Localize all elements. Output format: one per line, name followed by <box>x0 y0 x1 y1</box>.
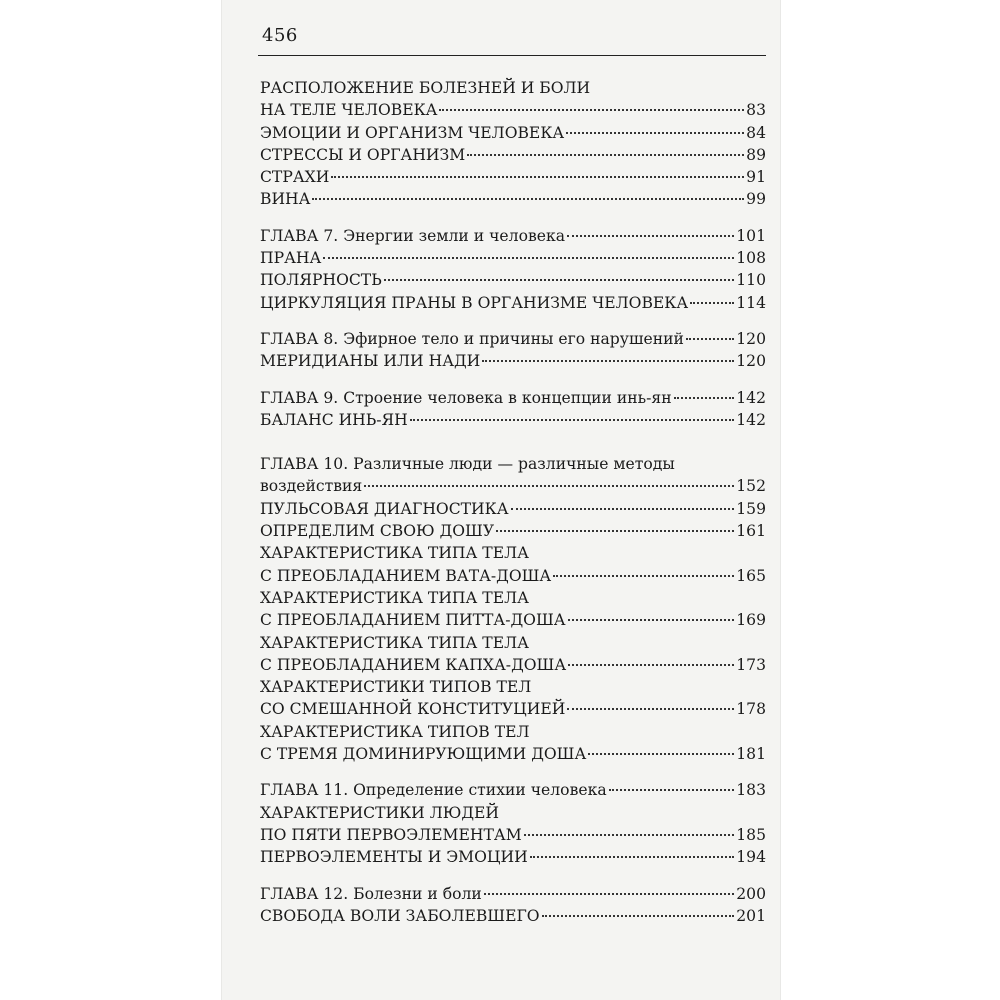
toc-entry <box>260 498 766 520</box>
toc-entry <box>260 409 766 431</box>
toc-entry-page: 120 <box>736 352 766 371</box>
toc-entry <box>260 846 766 868</box>
toc-title-line: ХАРАКТЕРИСТИКА ТИПОВ ТЕЛ <box>260 722 530 741</box>
toc-dot-leader <box>567 708 734 710</box>
toc-entry-page: 84 <box>746 123 766 142</box>
toc-entry <box>260 99 766 121</box>
toc-entry-page: 181 <box>736 745 766 764</box>
toc-entry-page: 91 <box>746 168 766 187</box>
toc-dot-leader <box>542 915 735 917</box>
toc-title-line: ГЛАВА 10. Различные люди — различные методы <box>260 455 675 474</box>
toc-dot-leader <box>331 176 744 178</box>
toc-entry-page: 194 <box>736 848 766 867</box>
toc-entry-title: ОПРЕДЕЛИМ СВОЮ ДОШУ <box>260 522 495 541</box>
toc-spacer <box>260 373 766 387</box>
toc-entry <box>260 905 766 927</box>
toc-entry-title: БАЛАНС ИНЬ-ЯН <box>260 410 408 429</box>
toc-title-line: ХАРАКТЕРИСТИКА ТИПА ТЕЛА <box>260 544 529 563</box>
toc-entry-page: 201 <box>736 906 766 925</box>
toc-entry <box>260 188 766 210</box>
toc-dot-leader <box>567 235 734 237</box>
toc-spacer <box>260 765 766 779</box>
toc-entry <box>260 247 766 269</box>
toc-dot-leader <box>482 360 734 362</box>
toc-dot-leader <box>439 109 744 111</box>
toc-entry <box>260 166 766 188</box>
toc-entry <box>260 328 766 350</box>
toc-entry-page: 110 <box>736 271 766 290</box>
toc-entry <box>260 743 766 765</box>
toc-entry-title: ГЛАВА 12. Болезни и боли <box>260 884 482 903</box>
toc-dot-leader <box>524 834 735 836</box>
toc-dot-leader <box>364 485 734 487</box>
toc-title-line: ХАРАКТЕРИСТИКА ТИПА ТЕЛА <box>260 588 529 607</box>
toc-entry-title: ГЛАВА 7. Энергии земли и человека <box>260 226 566 245</box>
toc-entry <box>260 122 766 144</box>
toc-entry-title: воздействия <box>260 477 363 496</box>
toc-entry-page: 161 <box>736 522 766 541</box>
toc-entry-title: ВИНА <box>260 190 311 209</box>
toc-dot-leader <box>686 338 734 340</box>
toc-entry-title: ГЛАВА 9. Строение человека в концепции инь-ян <box>260 388 672 407</box>
toc-dot-leader <box>568 664 734 666</box>
toc-entry-page: 120 <box>736 329 766 348</box>
toc-entry-title: С ПРЕОБЛАДАНИЕМ КАПХА-ДОША <box>260 655 567 674</box>
toc-entry <box>260 779 766 801</box>
toc-dot-leader <box>384 279 735 281</box>
toc-entry <box>260 225 766 247</box>
toc-entry-page: 178 <box>736 700 766 719</box>
toc-dot-leader <box>312 198 744 200</box>
toc-entry <box>260 475 766 497</box>
toc-entry-title: ПО ПЯТИ ПЕРВОЭЛЕМЕНТАМ <box>260 825 522 844</box>
toc-entry-page: 114 <box>736 293 766 312</box>
toc-title-line: ХАРАКТЕРИСТИКА ТИПА ТЕЛА <box>260 633 529 652</box>
toc-dot-leader <box>496 530 734 532</box>
toc-entry <box>260 144 766 166</box>
toc-entry-title: ЦИРКУЛЯЦИЯ ПРАНЫ В ОРГАНИЗМЕ ЧЕЛОВЕКА <box>260 293 689 312</box>
toc-spacer <box>260 869 766 883</box>
toc-entry <box>260 520 766 542</box>
toc-entry <box>260 350 766 372</box>
toc-spacer <box>260 431 766 453</box>
toc-entry-page: 185 <box>736 825 766 844</box>
toc-entry-title: ГЛАВА 8. Эфирное тело и причины его нарушений <box>260 329 684 348</box>
toc-entry-page: 165 <box>736 566 766 585</box>
toc-entry-title: СТРЕССЫ И ОРГАНИЗМ <box>260 145 466 164</box>
toc-entry-title: ЭМОЦИИ И ОРГАНИЗМ ЧЕЛОВЕКА <box>260 123 565 142</box>
toc-entry <box>260 387 766 409</box>
toc-dot-leader <box>484 893 734 895</box>
toc-entry-title: ГЛАВА 11. Определение стихии человека <box>260 781 607 800</box>
toc-entry-page: 159 <box>736 499 766 518</box>
toc-spacer <box>260 314 766 328</box>
toc-entry-title: МЕРИДИАНЫ ИЛИ НАДИ <box>260 352 481 371</box>
toc-entry <box>260 698 766 720</box>
toc-entry-page: 173 <box>736 655 766 674</box>
toc-entry <box>260 609 766 631</box>
toc-dot-leader <box>690 302 734 304</box>
toc-entry-page: 183 <box>736 781 766 800</box>
toc-entry-title: ПЕРВОЭЛЕМЕНТЫ И ЭМОЦИИ <box>260 848 528 867</box>
toc-entry <box>260 654 766 676</box>
toc-entry-page: 99 <box>746 190 766 209</box>
toc-entry-title: ПУЛЬСОВАЯ ДИАГНОСТИКА <box>260 499 509 518</box>
toc-entry <box>260 824 766 846</box>
toc-entry-title: СО СМЕШАННОЙ КОНСТИТУЦИЕЙ <box>260 700 566 719</box>
toc-entry-page: 142 <box>736 410 766 429</box>
toc-entry-page: 169 <box>736 611 766 630</box>
toc-dot-leader <box>511 508 735 510</box>
toc-dot-leader <box>323 257 734 259</box>
table-of-contents <box>260 77 766 927</box>
toc-entry-title: НА ТЕЛЕ ЧЕЛОВЕКА <box>260 101 438 120</box>
toc-dot-leader <box>609 789 735 791</box>
toc-entry-page: 142 <box>736 388 766 407</box>
toc-entry-page: 108 <box>736 249 766 268</box>
toc-dot-leader <box>410 419 734 421</box>
toc-dot-leader <box>566 132 744 134</box>
toc-entry-title: С ПРЕОБЛАДАНИЕМ ПИТТА-ДОША <box>260 611 566 630</box>
toc-dot-leader <box>568 619 735 621</box>
page-number: 456 <box>262 25 298 46</box>
toc-entry-title: СВОБОДА ВОЛИ ЗАБОЛЕВШЕГО <box>260 906 540 925</box>
toc-title-line: ХАРАКТЕРИСТИКИ ТИПОВ ТЕЛ <box>260 678 532 697</box>
toc-entry-title: С ПРЕОБЛАДАНИЕМ ВАТА-ДОША <box>260 566 552 585</box>
toc-entry-page: 101 <box>736 226 766 245</box>
header-rule <box>258 55 766 56</box>
toc-entry-page: 200 <box>736 884 766 903</box>
toc-entry-page: 152 <box>736 477 766 496</box>
toc-entry-page: 83 <box>746 101 766 120</box>
toc-entry-title: ПРАНА <box>260 249 322 268</box>
toc-entry <box>260 883 766 905</box>
toc-dot-leader <box>588 753 734 755</box>
toc-dot-leader <box>467 154 744 156</box>
toc-entry <box>260 565 766 587</box>
toc-title-line: ХАРАКТЕРИСТИКИ ЛЮДЕЙ <box>260 803 499 822</box>
toc-dot-leader <box>674 397 735 399</box>
toc-entry <box>260 292 766 314</box>
toc-entry <box>260 269 766 291</box>
toc-dot-leader <box>553 575 734 577</box>
toc-spacer <box>260 211 766 225</box>
toc-entry-title: СТРАХИ <box>260 168 330 187</box>
toc-entry-title: ПОЛЯРНОСТЬ <box>260 271 382 290</box>
toc-title-line: РАСПОЛОЖЕНИЕ БОЛЕЗНЕЙ И БОЛИ <box>260 79 591 97</box>
toc-entry-page: 89 <box>746 145 766 164</box>
toc-entry-title: С ТРЕМЯ ДОМИНИРУЮЩИМИ ДОША <box>260 745 587 764</box>
toc-dot-leader <box>530 856 735 858</box>
